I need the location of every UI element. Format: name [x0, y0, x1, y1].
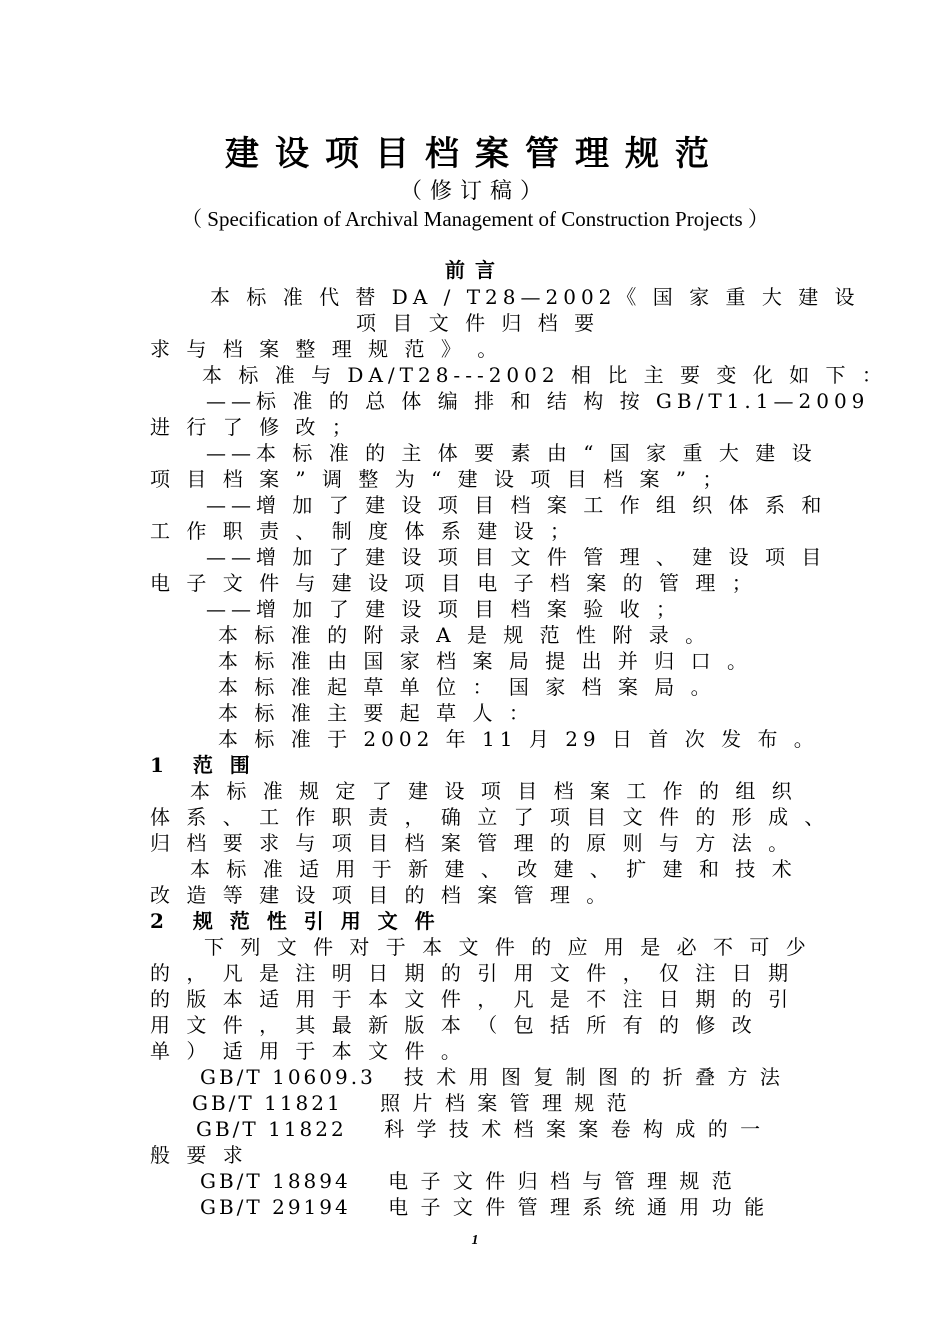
text-line: 单 ） 适 用 于 本 文 件 。: [150, 1039, 466, 1063]
text-line: 本 标 准 由 国 家 档 案 局 提 出 并 归 口 。: [218, 649, 753, 673]
document-title: 建设项目档案管理规范: [225, 134, 725, 174]
text-line: 下 列 文 件 对 于 本 文 件 的 应 用 是 必 不 可 少: [204, 935, 811, 959]
text-line: 本 标 准 代 替 DA / T28—2002《 国 家 重 大 建 设: [210, 285, 860, 309]
english-title: （ Specification of Archival Management of Construction Projects ）: [181, 207, 769, 231]
text-line: ——本 标 准 的 主 体 要 素 由 “ 国 家 重 大 建 设: [206, 441, 817, 465]
text-line: ——标 准 的 总 体 编 排 和 结 构 按 GB/T1.1—2009: [206, 389, 870, 413]
reference-line: GB/T 18894 电 子 文 件 归 档 与 管 理 规 范: [200, 1169, 735, 1193]
text-line: 本 标 准 规 定 了 建 设 项 目 档 案 工 作 的 组 织: [190, 779, 797, 803]
text-line: 本 标 准 的 附 录 A 是 规 范 性 附 录 。: [218, 623, 711, 647]
text-line: 进 行 了 修 改 ；: [150, 415, 357, 439]
text-line: 求 与 档 案 整 理 规 范 》 。: [150, 337, 503, 361]
text-line: 本 标 准 适 用 于 新 建 、 改 建 、 扩 建 和 技 术: [190, 857, 797, 881]
text-line: 本 标 准 主 要 起 草 人 ：: [218, 701, 534, 725]
text-line: 电 子 文 件 与 建 设 项 目 电 子 档 案 的 管 理 ；: [150, 571, 757, 595]
foreword-heading: 前言: [445, 258, 505, 282]
text-line: ——增 加 了 建 设 项 目 文 件 管 理 、 建 设 项 目: [206, 545, 827, 569]
page-number: 1: [471, 1233, 479, 1248]
reference-line: GB/T 11821 照 片 档 案 管 理 规 范: [192, 1091, 630, 1115]
text-line: 项 目 档 案 ” 调 整 为 “ 建 设 项 目 档 案 ” ；: [150, 467, 728, 491]
reference-line: GB/T 10609.3 技 术 用 图 复 制 图 的 折 叠 方 法: [200, 1065, 783, 1089]
text-line: 的 ， 凡 是 注 明 日 期 的 引 用 文 件 ， 仅 注 日 期: [150, 961, 794, 985]
text-line: 本 标 准 与 DA/T28---2002 相 比 主 要 变 化 如 下 ：: [202, 363, 887, 387]
document-subtitle: （修订稿）: [399, 179, 550, 204]
text-line: 用 文 件 ， 其 最 新 版 本 （ 包 括 所 有 的 修 改: [150, 1013, 757, 1037]
section-heading-scope: 1 范 围: [150, 753, 255, 777]
text-line: ——增 加 了 建 设 项 目 档 案 工 作 组 织 体 系 和: [206, 493, 827, 517]
text-line: 改 造 等 建 设 项 目 的 档 案 管 理 。: [150, 883, 612, 907]
text-line: 工 作 职 责 、 制 度 体 系 建 设 ；: [150, 519, 575, 543]
text-line: 体 系 、 工 作 职 责 ， 确 立 了 项 目 文 件 的 形 成 、: [150, 805, 830, 829]
text-line: ——增 加 了 建 设 项 目 档 案 验 收 ；: [206, 597, 681, 621]
reference-line: GB/T 11822 科 学 技 术 档 案 案 卷 构 成 的 一: [196, 1117, 764, 1141]
text-line: 归 档 要 求 与 项 目 档 案 管 理 的 原 则 与 方 法 。: [150, 831, 794, 855]
text-line: 本 标 准 起 草 单 位 ： 国 家 档 案 局 。: [218, 675, 716, 699]
text-line: 本 标 准 于 2002 年 11 月 29 日 首 次 发 布 。: [218, 727, 819, 751]
section-heading-references: 2 规 范 性 引 用 文 件: [150, 909, 440, 933]
text-line: 般 要 求: [150, 1143, 248, 1167]
text-line: 项 目 文 件 归 档 要: [356, 311, 600, 335]
reference-line: GB/T 29194 电 子 文 件 管 理 系 统 通 用 功 能: [200, 1195, 768, 1219]
text-line: 的 版 本 适 用 于 本 文 件 ， 凡 是 不 注 日 期 的 引: [150, 987, 794, 1011]
